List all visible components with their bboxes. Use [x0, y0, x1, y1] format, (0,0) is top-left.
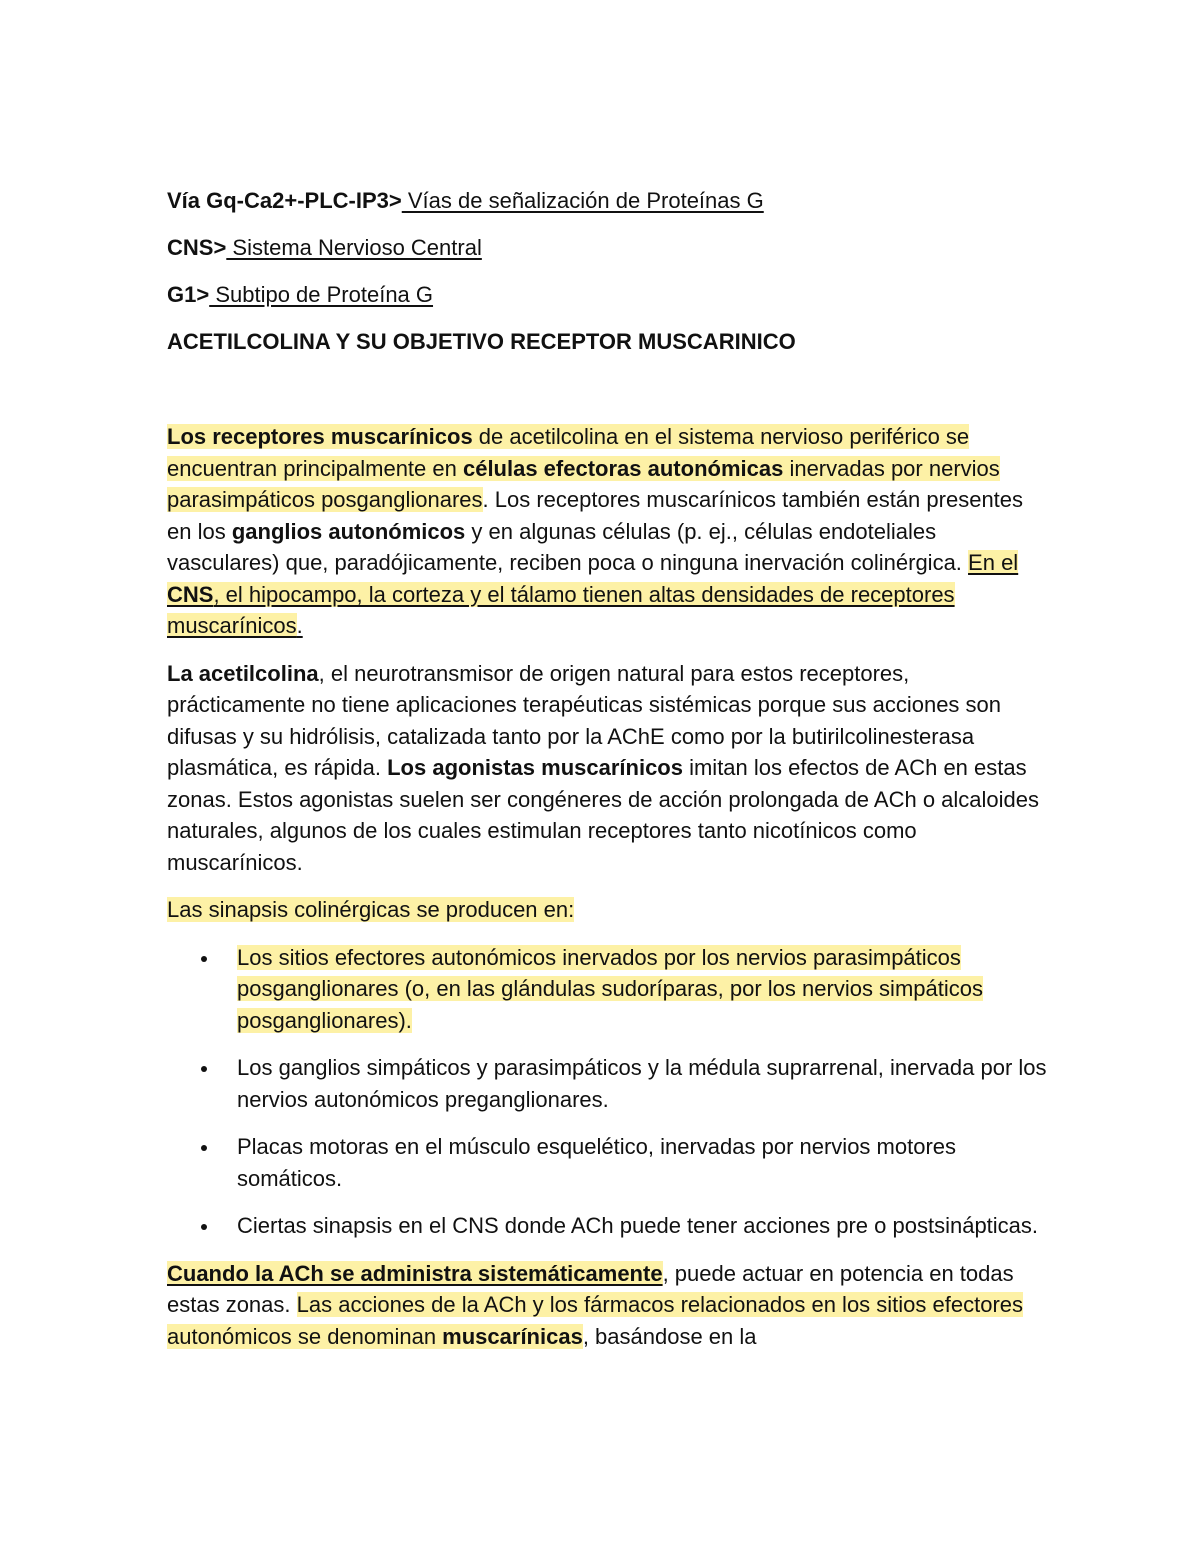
bullet-icon: [201, 1066, 207, 1072]
definition-line: [167, 186, 1047, 216]
paragraph-receptors: Los receptores muscarínicos de acetilcolina en el sistema nervioso periférico se encuentran principalmente en células efectoras autonómicas inervadas por nervios parasimpáticos posganglionares. Los receptores muscarínicos también están presentes en los ganglios autonómicos y en algunas células (p. ej., células endoteliales vasculares) que, paradójicamente, reciben poca o ninguna inervación colinérgica. En el CNS, el hipocampo, la corteza y el tálamo tienen altas densidades de receptores muscarínicos.: [167, 424, 1024, 638]
bullet-icon: [201, 1224, 207, 1230]
list-item: Los sitios efectores autonómicos inervados por los nervios parasimpáticos posganglionares (o, en las glándulas sudoríparas, por los nervios simpáticos posganglionares).: [167, 942, 1047, 1037]
paragraph-acetylcholine: La acetilcolina, el neurotransmisor de origen natural para estos receptores, prácticamente no tiene aplicaciones terapéuticas sistémicas porque sus acciones son difusas y su hidrólisis, catalizada tanto por la AChE como por la butirilcolinesterasa plasmática, es rápida. Los agonistas muscarínicos imitan los efectos de ACh en estas zonas. Estos agonistas suelen ser congéneres de acción prolongada de ACh o alcaloides naturales, algunos de los cuales estimulan receptores tanto nicotínicos como muscarínicos.: [167, 660, 1040, 875]
bullet-icon: [201, 1145, 207, 1151]
paragraph-systemic: Cuando la ACh se administra sistemáticamente, puede actuar en potencia en todas estas zonas. Las acciones de la ACh y los fármacos relacionados en los sitios efectores autonómicos se denominan muscarínicas, basándose en la: [167, 1260, 1024, 1349]
definition-meaning: Vías de señalización de Proteínas G: [401, 188, 764, 213]
definition-term: G1>: [167, 282, 210, 307]
document-body: [167, 186, 1047, 1368]
bullet-icon: [201, 956, 207, 962]
definition-line: [167, 280, 1047, 310]
list-item: Los ganglios simpáticos y parasimpáticos y la médula suprarrenal, inervada por los nervios autonómicos preganglionares.: [167, 1052, 1047, 1115]
section-heading: ACETILCOLINA Y SU OBJETIVO RECEPTOR MUSCARINICO: [167, 329, 796, 354]
synapse-list: [167, 942, 1047, 1242]
definition-meaning: Subtipo de Proteína G: [209, 282, 434, 307]
definition-meaning: Sistema Nervioso Central: [226, 235, 482, 260]
list-item: Ciertas sinapsis en el CNS donde ACh puede tener acciones pre o postsinápticas.: [167, 1210, 1047, 1242]
definition-term: Vía Gq-Ca2+-PLC-IP3>: [167, 188, 402, 213]
definition-line: [167, 233, 1047, 263]
paragraph-synapses-intro: Las sinapsis colinérgicas se producen en:: [167, 897, 575, 922]
list-item: Placas motoras en el músculo esquelético, inervadas por nervios motores somáticos.: [167, 1131, 1047, 1194]
definition-term: CNS>: [167, 235, 227, 260]
